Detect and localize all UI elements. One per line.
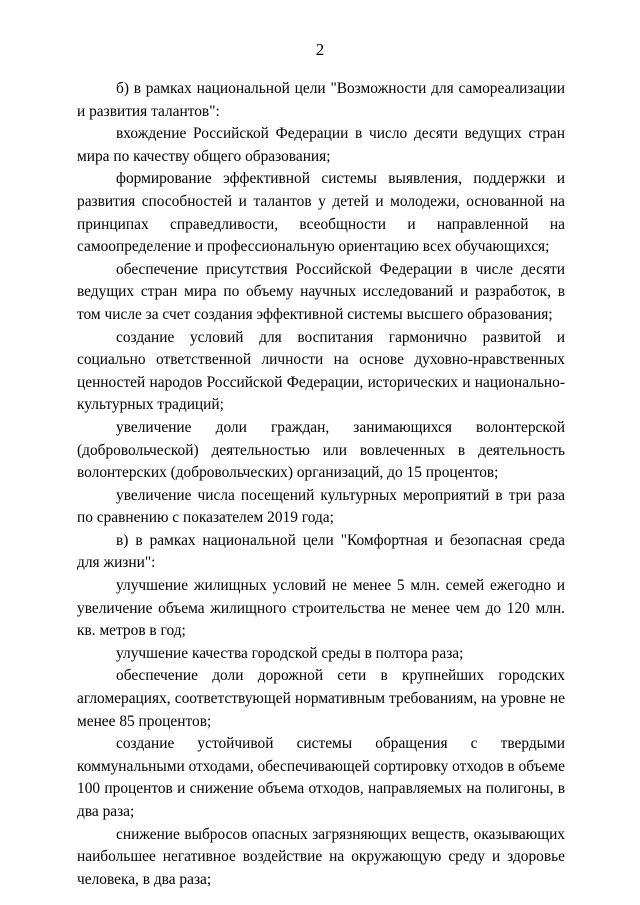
paragraph-waste-management: создание устойчивой системы обращения с твердыми коммунальными отходами, обеспечивающей сортировку отходов в объеме 100 процентов и снижение объема отходов, направляемых на полигоны, в два раза; [77, 735, 565, 820]
paragraph-upbringing: создание условий для воспитания гармонично развитой и социально ответственной личности на основе духовно-нравственных ценностей народов Российской Федерации, исторических и национально-культурных традиций; [77, 328, 565, 414]
document-body [77, 78, 565, 891]
page-number: 2 [315, 40, 325, 59]
paragraph-goal-c-heading: в) в рамках национальной цели "Комфортная и безопасная среда для жизни": [77, 531, 565, 572]
paragraph-cultural-events: увеличение числа посещений культурных мероприятий в три раза по сравнению с показателем 2019 года; [77, 486, 565, 527]
paragraph-housing: улучшение жилищных условий не менее 5 млн. семей ежегодно и увеличение объема жилищного строительства не менее чем до 120 млн. кв. метров в год; [77, 577, 565, 640]
paragraph-volunteering: увеличение доли граждан, занимающихся волонтерской (добровольческой) деятельностью или вовлеченных в деятельность волонтерских (добровольческих) организаций, до 15 процентов; [77, 418, 565, 482]
paragraph-road-network: обеспечение доли дорожной сети в крупнейших городских агломерациях, соответствующей нормативным требованиям, на уровне не менее 85 процентов; [77, 667, 565, 730]
paragraph-general-education: вхождение Российской Федерации в число десяти ведущих стран мира по качеству общего образования; [77, 125, 565, 165]
paragraph-talent-system: формирование эффективной системы выявления, поддержки и развития способностей и талантов у детей и молодежи, основанной на принципах справедливости, всеобщности и направленной на самоопределение и профессиональную ориентацию всех обучающихся; [77, 170, 565, 256]
paragraph-goal-b-heading: б) в рамках национальной цели "Возможности для самореализации и развития талантов": [77, 80, 565, 120]
paragraph-emissions: снижение выбросов опасных загрязняющих веществ, оказывающих наибольшее негативное воздействие на окружающую среду и здоровье человека, в два раза; [77, 825, 565, 888]
paragraph-research-presence: обеспечение присутствия Российской Федерации в числе десяти ведущих стран мира по объему научных исследований и разработок, в том числе за счет создания эффективной системы высшего образования; [77, 260, 565, 323]
paragraph-urban-environment: улучшение качества городской среды в полтора раза; [116, 644, 464, 662]
